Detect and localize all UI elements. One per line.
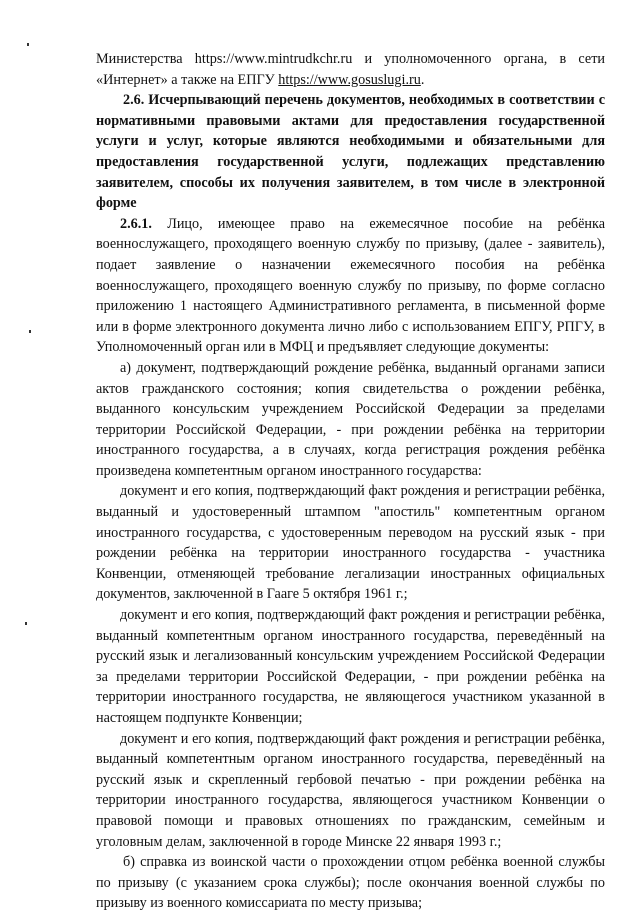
- intro-paragraph: [96, 49, 605, 90]
- gosuslugi-link[interactable]: https://www.gosuslugi.ru: [278, 71, 421, 88]
- intro-suffix: .: [420, 71, 425, 88]
- scan-speck: [29, 330, 31, 333]
- apostille-paragraph: документ и его копия, подтверждающий факт рождения и регистрации ребёнка, выданный и удостоверенный штампом "апостиль" компетентным органом иностранного государства, с удостоверенным переводом на русский язык - при рождении ребёнка на территории иностранного государства - участника Конвенции, отменяющей требование легализации иностранных официальных документов, заключенной в Гааге 5 октября 1961 г.;: [96, 483, 605, 603]
- scan-speck: [27, 43, 29, 46]
- section-title: Исчерпывающий перечень документов, необходимых в соответствии с нормативными правовыми актами для предоставления государственной услуги и услуг, которые являются необходимыми и обязательными для предоставления государственной услуги, подлежащих представлению заявителем, способы их получения заявителем, в том числе в электронной форме: [96, 92, 605, 212]
- section-heading: [96, 90, 605, 214]
- subsection-number: 2.6.1.: [120, 215, 152, 232]
- item-b-paragraph: б) справка из воинской части о прохождении отцом ребёнка военной службы по призыву (с указанием срока службы); после окончания военной службы по призыву из военного комиссариата по месту призыва;: [96, 854, 605, 912]
- section-number: 2.6.: [123, 92, 145, 109]
- subsection-paragraph: [96, 214, 605, 358]
- subsection-text: Лицо, имеющее право на ежемесячное пособие на ребёнка военнослужащего, проходящего военную службу по призыву, (далее - заявитель), подает заявление о назначении ежемесячного пособия на ребёнка военнослужащего, проходящего военную службу по призыву, по форме согласно приложению 1 настоящего Административного регламента, в письменной форме или в форме электронного документа лично либо с использованием ЕПГУ, РПГУ, в Уполномоченный орган или в МФЦ и предъявляет следующие документы:: [96, 215, 606, 356]
- scan-speck: [25, 622, 27, 625]
- legalized-paragraph: документ и его копия, подтверждающий факт рождения и регистрации ребёнка, выданный компетентным органом иностранного государства, переведённый на русский язык и легализованный консульским учреждением Российской Федерации за пределами территории Российской Федерации, - при рождении ребёнка на территории иностранного государства, не являющегося участником указанной в настоящем подпункте Конвенции;: [96, 607, 605, 726]
- item-a-paragraph: а) документ, подтверждающий рождение ребёнка, выданный органами записи актов гражданского состояния; копия свидетельства о рождении ребёнка, выданного консульским учреждением Российской Федерации за пределами территории Российской Федерации, - при рождении ребёнка на территории иностранного государства, а в случаях, когда регистрация рождения ребёнка произведена компетентным органом иностранного государства:: [96, 359, 605, 479]
- intro-text: Министерства https://www.mintrudkchr.ru и уполномоченного органа, в сети «Интернет» а также на ЕПГУ: [96, 51, 605, 88]
- document-page: [96, 49, 605, 914]
- minsk-convention-paragraph: документ и его копия, подтверждающий факт рождения и регистрации ребёнка, выданный компетентным органом иностранного государства, переведённый на русский язык и скрепленный гербовой печатью - при рождении ребёнка на территории иностранного государства, являющегося участником Конвенции о правовой помощи и правовых отношениях по гражданским, семейным и уголовным делам, заключенной в городе Минске 22 января 1993 г.;: [96, 730, 605, 850]
